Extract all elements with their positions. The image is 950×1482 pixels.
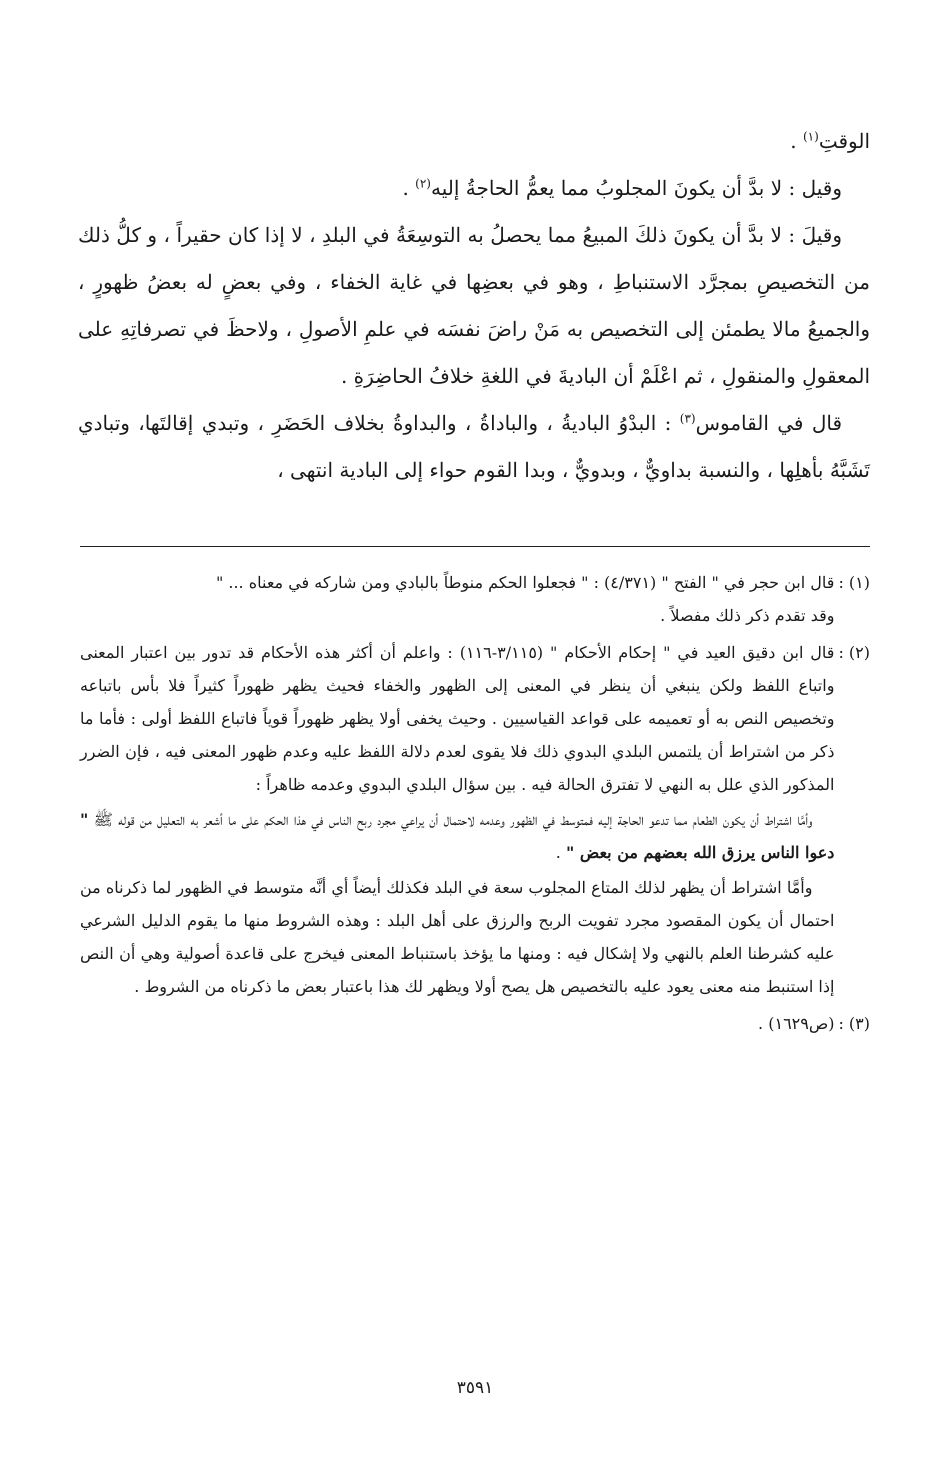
main-paragraph-3-start: قال في القاموس (695, 411, 843, 435)
footnote-3 (80, 1007, 870, 1040)
main-text (78, 118, 870, 494)
main-paragraph-1-end: . (402, 176, 416, 200)
footnote-1-body (80, 566, 834, 632)
footnote-2-paragraph-2 (80, 803, 834, 869)
main-paragraph-3-text: : البدْوُ الباديةُ ، والباداةُ ، والبداوةُ بخلاف الحَضَرِ ، وتبدي إقالتَها، وتبادي تَشَبَّهُ بأهلِها ، والنسبة بداويٌّ ، وبدويٌّ ، وبدا القوم حواء إلى البادية انتهى ، (78, 411, 870, 482)
footnote-2-number: (٢) : (838, 643, 870, 662)
footnote-3-text: (ص١٦٢٩) . (758, 1014, 835, 1033)
main-line-1-text: الوقتِ (818, 129, 870, 153)
footnote-ref-3: (٣) (679, 411, 696, 426)
main-paragraph-2: وقيلَ : لا بدَّ أن يكونَ ذلكَ المبيعُ مما يحصلُ به التوسِعَةُ في البلدِ ، لا إذا كان حقيراً ، و كلُّ ذلك من التخصيصِ بمجرَّد الاستنباطِ ، وهو في بعضِها في غاية الخفاء ، وفي بعضٍ له بعضُ ظهورٍ ، والجميعُ مالا يطمئن إلى التخصيص به مَنْ راضَ نفسَه في علمِ الأصولِ ، ولاحظَ في تصرفاتِهِ على المعقولِ والمنقولِ ، ثم اعْلَمْ أن الباديةَ في اللغةِ خلافُ الحاضِرَةِ . (78, 223, 870, 388)
main-line-1 (78, 118, 870, 165)
footnote-1-number: (١) : (838, 573, 870, 592)
footnote-ref-2: (٢) (415, 176, 431, 191)
footnote-2-paragraph-1: قال ابن دقيق العيد في " إحكام الأحكام " (٣/١١٥-١١٦) : واعلم أن أكثر هذه الأحكام قد تدور بين اعتبار المعنى واتباع اللفظ ولكن ينبغي أن ينظر في المعنى إلى الظهور والخفاء فحيث يظهر ظهوراً كثيراً فلا بأس باتباعه وتخصيص النص به أو تعميمه على قواعد القياسيين . وحيث يخفى أولا يظهر ظهوراً قوياً فاتباع اللفظ أولى : فأما ما ذكر من اشتراط أن يلتمس البلدي البدوي ذلك فلا يقوى لعدم دلالة اللفظ عليه وعدم ظهور المعنى فيه ، فإن الضرر المذكور الذي علل به النهي لا تفترق الحالة فيه . بين سؤال البلدي البدوي وعدمه ظاهراً : (80, 643, 835, 794)
footnote-2-paragraph-2-text: وأمَّا اشتراط أن يكون الطعام مما تدعو الحاجة إليه فمتوسط في الظهور وعدمه لاحتمال أن يراعي مجرد ربح الناس في هذا الحكم على ما أشعر به التعليل من قوله ﷺ (88, 810, 813, 829)
footnotes (80, 566, 870, 1044)
main-paragraph-3 (78, 400, 870, 494)
footnote-3-number: (٣) : (838, 1014, 870, 1033)
footnote-ref-1: (١) (802, 129, 819, 144)
footnote-1-line-2: وقد تقدم ذكر ذلك مفصلاً . (660, 606, 835, 625)
main-paragraph-1-text: وقيل : لا بدَّ أن يكونَ المجلوبُ مما يعمُّ الحاجةُ إليه (430, 176, 842, 200)
footnote-2 (80, 636, 870, 1003)
footnote-1-line-1: قال ابن حجر في " الفتح " (٤/٣٧١) : " فجعلوا الحكم منوطاً بالبادي ومن شاركه في معناه ... " (215, 573, 835, 592)
footnote-2-body (80, 636, 834, 1003)
footnote-1 (80, 566, 870, 632)
footnote-2-paragraph-3: وأمَّا اشتراط أن يظهر لذلك المتاع المجلوب سعة في البلد فكذلك أيضاً أي أنَّه متوسط في الظهور لما ذكرناه من احتمال أن يكون المقصود مجرد تفويت الربح والرزق على أهل البلد : وهذه الشروط منها ما يقوم الدليل الشرعي عليه كشرطنا العلم بالنهي ولا إشكال فيه : ومنها ما يؤخذ باستنباط المعنى فيخرج على قاعدة أصولية وهي أن النص إذا استنبط منه معنى يعود عليه بالتخصيص هل يصح أولا ويظهر لك هذا باعتبار بعض ما ذكرناه من الشروط . (80, 878, 835, 996)
footnote-2-paragraph-2-end: . (555, 843, 566, 862)
main-line-1-end: . (790, 129, 803, 153)
footnote-divider (80, 546, 870, 547)
main-paragraph-1 (78, 165, 870, 212)
page-number: ٣٥٩١ (456, 1378, 494, 1398)
hadith-quote: " دعوا الناس يرزق الله بعضهم من بعض " (80, 810, 835, 862)
footnote-3-body (80, 1007, 834, 1040)
